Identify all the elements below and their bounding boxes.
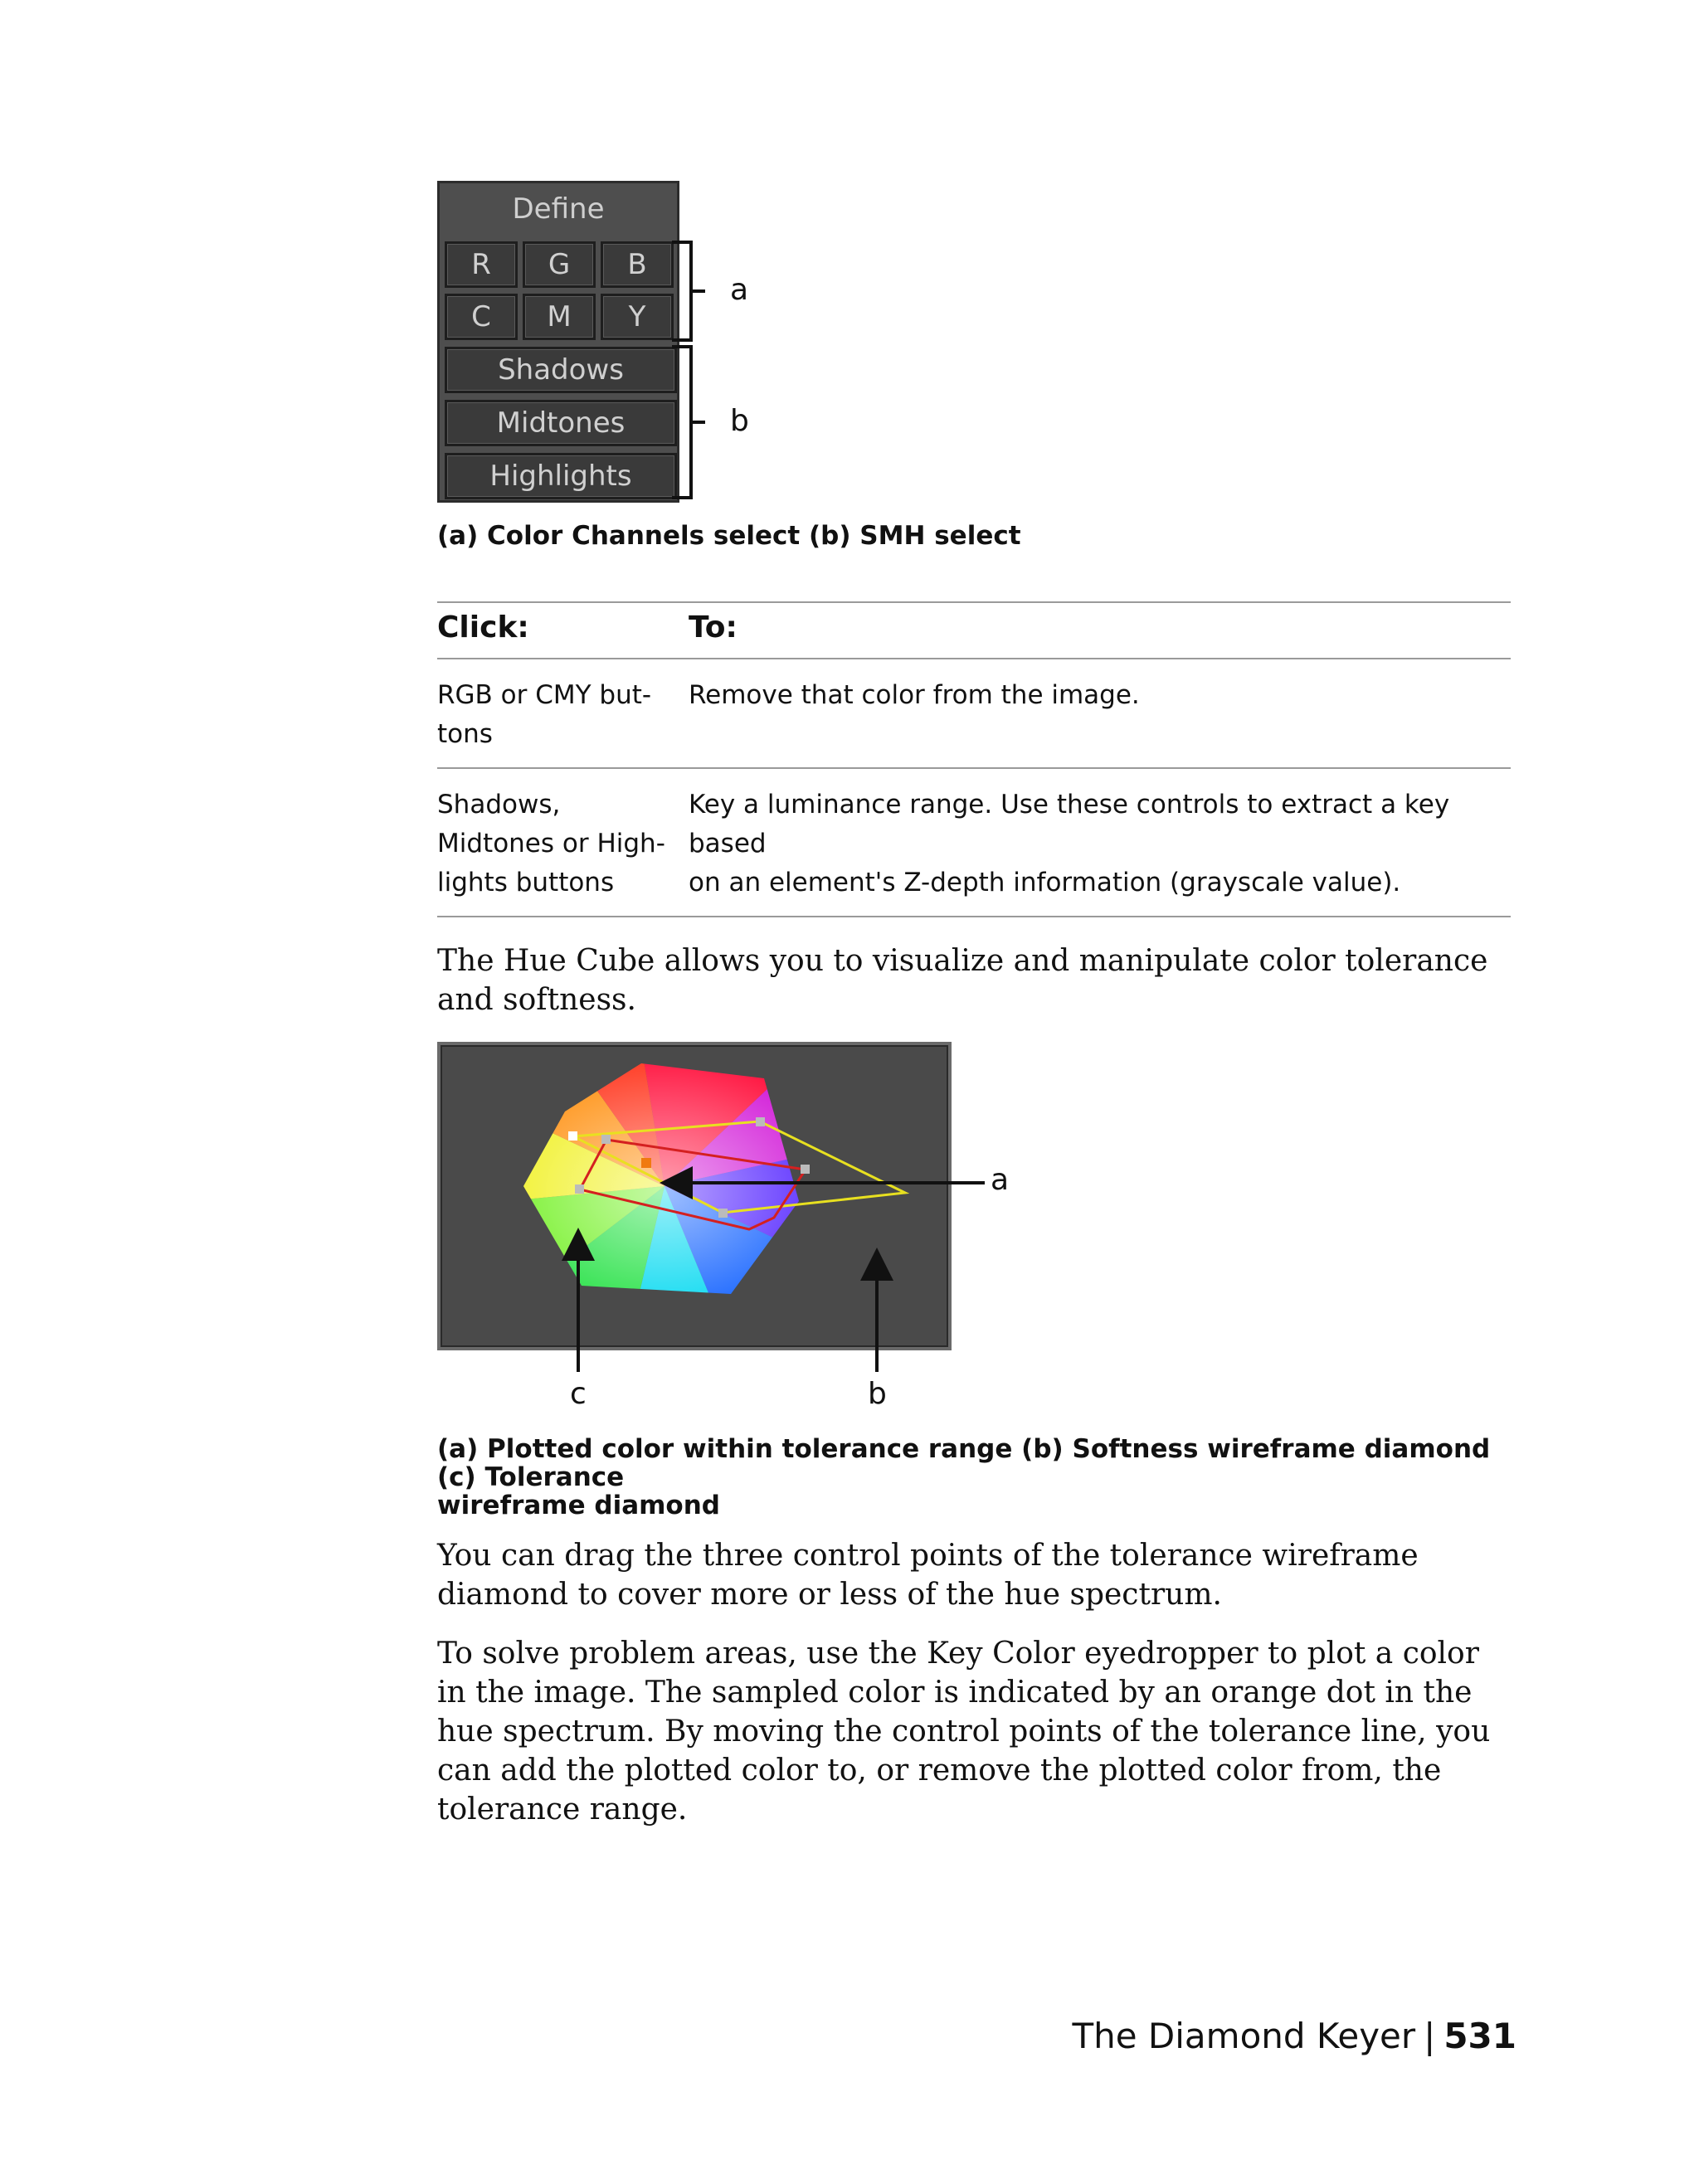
channel-button-b[interactable]: B [601, 241, 674, 288]
shadows-button[interactable]: Shadows [445, 347, 677, 393]
table-row-1-to [689, 676, 1510, 715]
figure1-caption: (a) Color Channels select (b) SMH select [437, 521, 1021, 551]
channel-button-m[interactable]: M [523, 294, 596, 340]
bracket-b [672, 347, 691, 498]
table-top-rule [437, 601, 1511, 603]
figure2-caption-line: wireframe diamond [437, 1491, 720, 1520]
midtones-button[interactable]: Midtones [445, 400, 677, 446]
paragraph-solve-problem-areas: To solve problem areas, use the Key Color eyedropper to plot a color in the image. The sampled color is indicated by an orange dot in the hue spectrum. By moving the control points of the tolerance line, you can add the plotted color to, or remove the plotted color from, the tolerance range. [437, 1637, 1491, 1826]
table-row-2-click-line: Midtones or High- [437, 829, 665, 859]
table-row-2-to-line: Key a luminance range. Use these controls to extract a key based [689, 790, 1450, 859]
figure1-label-a: a [730, 273, 749, 307]
figure2-label-c: c [570, 1377, 587, 1411]
channel-button-y[interactable]: Y [601, 294, 674, 340]
table-row-1-to-line: Remove that color from the image. [689, 680, 1140, 710]
bracket-a [672, 242, 691, 340]
table-row-2-click [437, 786, 686, 902]
table-row-2-to-line: on an element's Z-depth information (grayscale value). [689, 868, 1401, 897]
figure1-brackets [664, 232, 713, 506]
table-row-2-click-line: Shadows, [437, 790, 561, 820]
page-footer [1072, 2016, 1516, 2056]
table-row-2-to [689, 786, 1510, 902]
table-header-to: To: [689, 610, 738, 644]
table-row-2-click-line: lights buttons [437, 868, 615, 897]
footer-chapter-title: The Diamond Keyer [1072, 2016, 1416, 2056]
figure1-label-b: b [730, 404, 749, 438]
define-panel [437, 181, 679, 503]
page-number: 531 [1443, 2016, 1516, 2056]
table-row-1-click [437, 676, 678, 754]
table-row-rule [437, 767, 1511, 769]
figure2-caption-line: (a) Plotted color within tolerance range (b) Softness wireframe diamond (c) Tolerance [437, 1434, 1491, 1492]
channel-button-g[interactable]: G [523, 241, 596, 288]
table-row-1-click-line: tons [437, 719, 493, 749]
table-header-rule [437, 658, 1511, 659]
table-header-click: Click: [437, 610, 529, 644]
channel-button-r[interactable]: R [445, 241, 518, 288]
highlights-button[interactable]: Highlights [445, 453, 677, 499]
table-row-1-click-line: RGB or CMY but- [437, 680, 652, 710]
define-panel-title: Define [512, 192, 605, 226]
paragraph-drag-control-points: You can drag the three control points of the tolerance wireframe diamond to cover more or less of the hue spectrum. [437, 1539, 1419, 1612]
table-bottom-rule [437, 916, 1511, 917]
footer-separator: | [1424, 2016, 1436, 2056]
paragraph-hue-cube: The Hue Cube allows you to visualize and manipulate color tolerance and softness. [437, 944, 1488, 1017]
figure2-label-a: a [991, 1163, 1010, 1197]
figure2-caption [437, 1435, 1524, 1520]
figure2-annotations [437, 1042, 1018, 1390]
figure2-label-b: b [868, 1377, 887, 1411]
channel-button-c[interactable]: C [445, 294, 518, 340]
